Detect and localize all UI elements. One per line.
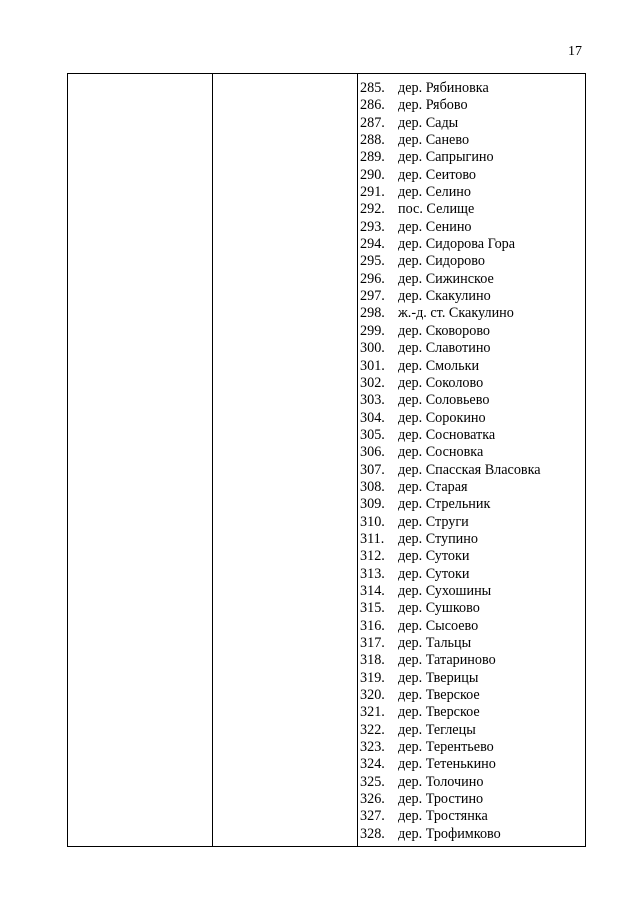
item-name: дер. Тростино	[398, 791, 484, 808]
item-name: дер. Селино	[398, 184, 471, 201]
item-name: дер. Спасская Власовка	[398, 461, 541, 478]
item-number: 314.	[360, 582, 385, 599]
item-name: дер. Соколово	[398, 374, 484, 391]
item-name: дер. Сушково	[398, 600, 480, 617]
list-item	[360, 670, 584, 687]
item-name: дер. Сеитово	[398, 166, 477, 183]
item-name: дер. Тверицы	[398, 669, 479, 686]
list-item	[360, 323, 584, 340]
item-number: 307.	[360, 461, 385, 478]
list-item	[360, 358, 584, 375]
list-item	[360, 722, 584, 739]
item-number: 327.	[360, 808, 385, 825]
item-number: 287.	[360, 114, 385, 131]
list-item	[360, 600, 584, 617]
item-name: дер. Стрельник	[398, 496, 491, 513]
item-name: дер. Тверское	[398, 704, 480, 721]
item-name: дер. Славотино	[398, 340, 491, 357]
item-number: 297.	[360, 288, 385, 305]
item-number: 285.	[360, 80, 385, 96]
item-number: 326.	[360, 791, 385, 808]
item-name: дер. Толочино	[398, 773, 484, 790]
item-name: дер. Смольки	[398, 357, 480, 374]
item-name: ж.-д. ст. Скакулино	[398, 305, 514, 322]
item-number: 317.	[360, 635, 385, 651]
list-item	[360, 496, 584, 513]
list-item	[360, 149, 584, 166]
item-number: 292.	[360, 201, 385, 218]
item-name: дер. Татариново	[398, 652, 496, 669]
list-item	[360, 618, 584, 635]
list-item	[360, 340, 584, 357]
list-item	[360, 791, 584, 808]
item-name: дер. Сухошины	[398, 582, 492, 599]
item-number: 315.	[360, 600, 385, 617]
list-item	[360, 826, 584, 843]
list-item	[360, 583, 584, 600]
item-number: 299.	[360, 322, 385, 339]
list-item	[360, 548, 584, 565]
item-number: 309.	[360, 496, 385, 513]
page-number: 17	[568, 44, 582, 59]
item-name: дер. Тетенькино	[398, 756, 496, 773]
list-item	[360, 115, 584, 132]
list-item	[360, 427, 584, 444]
list-item	[360, 253, 584, 270]
list-item	[360, 80, 584, 97]
list-item	[360, 687, 584, 704]
list-item	[360, 635, 584, 652]
item-number: 289.	[360, 149, 385, 166]
item-number: 302.	[360, 374, 385, 391]
item-name: дер. Сижинское	[398, 270, 494, 287]
item-name: дер. Сидорово	[398, 253, 485, 270]
item-name: дер. Санево	[398, 132, 470, 149]
item-number: 320.	[360, 687, 385, 704]
item-number: 328.	[360, 825, 385, 842]
item-number: 316.	[360, 617, 385, 634]
item-number: 321.	[360, 704, 385, 721]
item-number: 313.	[360, 565, 385, 582]
item-name: дер. Ступино	[398, 530, 478, 547]
item-number: 294.	[360, 236, 385, 253]
settlements-table	[67, 73, 586, 847]
item-number: 324.	[360, 756, 385, 773]
item-name: дер. Сады	[398, 114, 459, 131]
list-item	[360, 305, 584, 322]
item-number: 325.	[360, 773, 385, 790]
list-item	[360, 410, 584, 427]
list-item	[360, 756, 584, 773]
list-item	[360, 704, 584, 721]
item-number: 305.	[360, 426, 385, 443]
item-name: дер. Сорокино	[398, 409, 486, 426]
list-item	[360, 236, 584, 253]
list-item	[360, 739, 584, 756]
item-number: 311.	[360, 530, 385, 547]
item-name: дер. Сысоево	[398, 617, 479, 634]
list-item	[360, 808, 584, 825]
item-name: дер. Скакулино	[398, 288, 491, 305]
item-number: 293.	[360, 218, 385, 235]
item-number: 298.	[360, 305, 385, 322]
list-item	[360, 514, 584, 531]
item-name: дер. Сутоки	[398, 565, 470, 582]
list-item	[360, 97, 584, 114]
item-number: 308.	[360, 478, 385, 495]
item-name: дер. Соловьево	[398, 392, 490, 409]
item-number: 304.	[360, 409, 385, 426]
item-number: 295.	[360, 253, 385, 270]
list-item	[360, 219, 584, 236]
list-item	[360, 479, 584, 496]
list-item	[360, 132, 584, 149]
item-number: 306.	[360, 444, 385, 461]
item-name: дер. Струги	[398, 513, 469, 530]
list-item	[360, 774, 584, 791]
item-name: пос. Селище	[398, 201, 475, 218]
item-name: дер. Сутоки	[398, 548, 470, 565]
list-item	[360, 566, 584, 583]
list-item	[360, 462, 584, 479]
list-item	[360, 392, 584, 409]
item-name: дер. Трофимково	[398, 825, 501, 842]
column-divider-2	[357, 74, 358, 846]
item-name: дер. Сковорово	[398, 322, 491, 339]
item-name: дер. Сидорова Гора	[398, 236, 516, 253]
item-number: 312.	[360, 548, 385, 565]
item-name: дер. Тростянка	[398, 808, 488, 825]
list-item	[360, 444, 584, 461]
item-number: 286.	[360, 97, 385, 114]
list-item	[360, 167, 584, 184]
item-number: 290.	[360, 166, 385, 183]
list-item	[360, 201, 584, 218]
item-name: дер. Теглецы	[398, 721, 476, 738]
item-number: 310.	[360, 513, 385, 530]
item-name: дер. Сосновка	[398, 444, 484, 461]
item-number: 318.	[360, 652, 385, 669]
list-item	[360, 288, 584, 305]
column-divider-1	[212, 74, 213, 846]
item-number: 303.	[360, 392, 385, 409]
item-number: 301.	[360, 357, 385, 374]
item-name: дер. Сенино	[398, 218, 472, 235]
item-name: дер. Тальцы	[398, 635, 472, 651]
list-item	[360, 375, 584, 392]
item-name: дер. Тверское	[398, 687, 480, 704]
item-number: 296.	[360, 270, 385, 287]
item-name: дер. Терентьево	[398, 739, 494, 756]
list-item	[360, 271, 584, 288]
item-number: 319.	[360, 669, 385, 686]
item-name: дер. Старая	[398, 478, 468, 495]
item-number: 300.	[360, 340, 385, 357]
item-name: дер. Сапрыгино	[398, 149, 494, 166]
item-name: дер. Рябово	[398, 97, 468, 114]
list-item	[360, 652, 584, 669]
item-name: дер. Рябиновка	[398, 80, 489, 96]
item-name: дер. Сосноватка	[398, 426, 496, 443]
settlement-list	[360, 80, 584, 843]
list-item	[360, 531, 584, 548]
list-item	[360, 184, 584, 201]
item-number: 291.	[360, 184, 385, 201]
item-number: 322.	[360, 721, 385, 738]
item-number: 323.	[360, 739, 385, 756]
item-number: 288.	[360, 132, 385, 149]
